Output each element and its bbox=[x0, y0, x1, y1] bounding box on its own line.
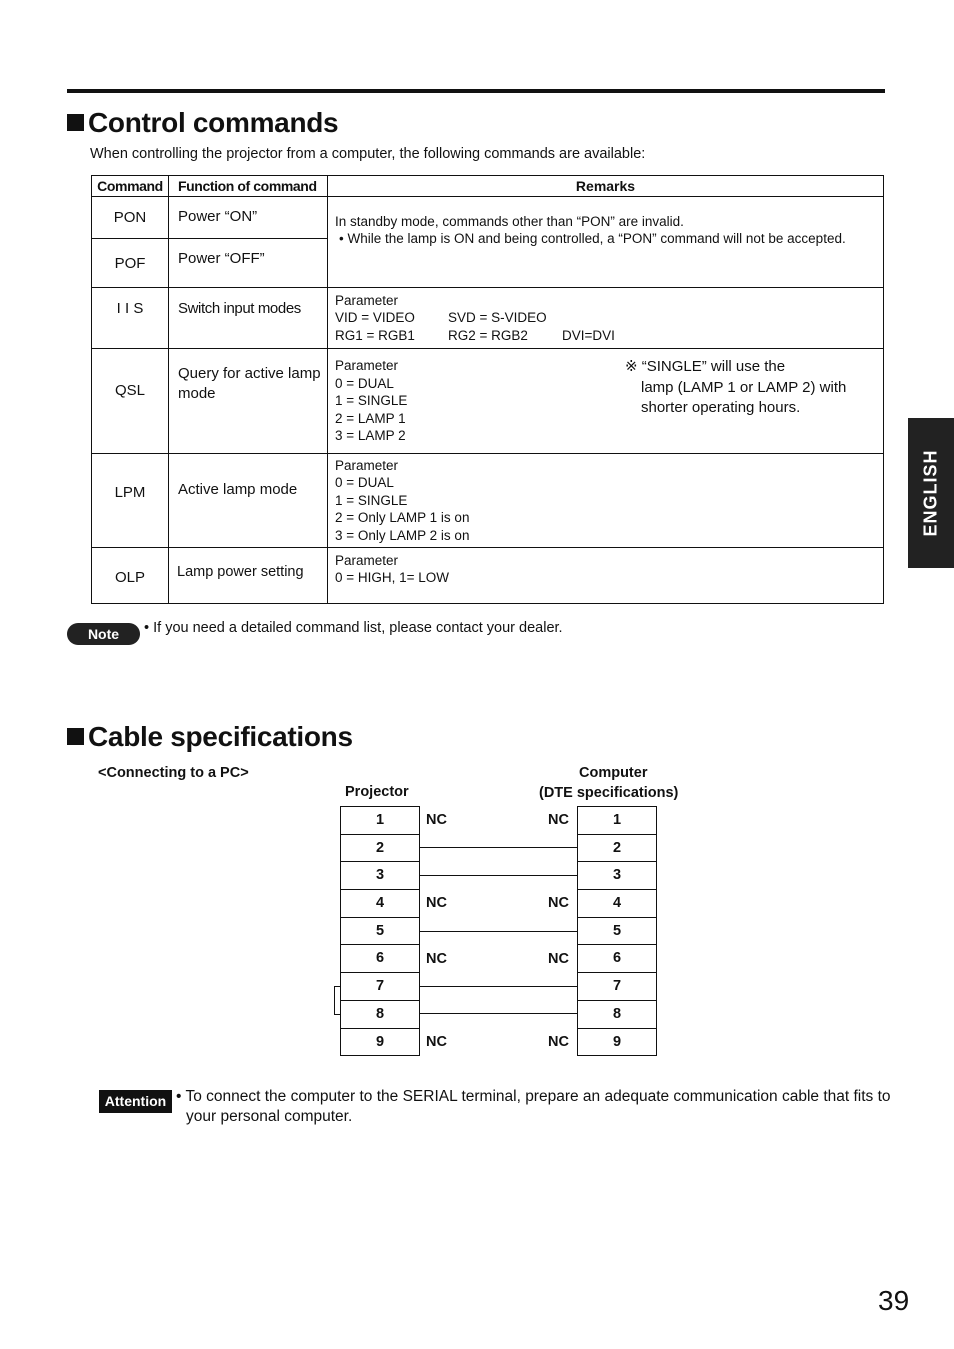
wire-2-3 bbox=[420, 847, 577, 848]
param-value: VID = VIDEO bbox=[335, 310, 415, 326]
remarks-lpm bbox=[328, 454, 884, 548]
remark-line: • While the lamp is ON and being controlled, a “PON” command will not be accepted. bbox=[339, 231, 846, 247]
nc-label: NC bbox=[548, 812, 569, 828]
func-iis: Switch input modes bbox=[169, 288, 328, 349]
nc-label: NC bbox=[426, 951, 447, 967]
table-row bbox=[92, 288, 884, 349]
table-row bbox=[92, 454, 884, 548]
footnote-line: ※ “SINGLE” will use the bbox=[625, 358, 786, 375]
param-value: DVI=DVI bbox=[562, 327, 615, 343]
remark-line: Parameter bbox=[335, 358, 399, 374]
pin-number: 2 bbox=[341, 835, 419, 863]
table-row bbox=[92, 349, 884, 454]
table-row bbox=[92, 548, 884, 604]
projector-label: Projector bbox=[345, 784, 409, 800]
wire-3-2 bbox=[420, 875, 577, 876]
param-value: SVD = S-VIDEO bbox=[448, 310, 547, 326]
control-title-text: Control commands bbox=[88, 107, 339, 138]
section-title-cable bbox=[67, 721, 353, 753]
remark-line: 2 = Only LAMP 1 is on bbox=[335, 510, 470, 526]
pin-number: 9 bbox=[578, 1029, 656, 1057]
remark-line: Parameter bbox=[335, 553, 399, 568]
remark-line: In standby mode, commands other than “PON” are invalid. bbox=[335, 214, 684, 229]
pin-number: 1 bbox=[578, 807, 656, 835]
square-bullet-icon bbox=[67, 114, 84, 131]
pin-number: 8 bbox=[341, 1001, 419, 1029]
square-bullet-icon bbox=[67, 728, 84, 745]
header-function: Function of command bbox=[169, 176, 328, 197]
remark-line: 1 = SINGLE bbox=[335, 492, 408, 508]
cable-title-text: Cable specifications bbox=[88, 721, 353, 752]
cmd-qsl: QSL bbox=[92, 349, 169, 454]
pin-number: 2 bbox=[578, 835, 656, 863]
pin-number: 4 bbox=[578, 890, 656, 918]
func-olp: Lamp power setting bbox=[169, 548, 328, 604]
pin-number: 4 bbox=[341, 890, 419, 918]
cmd-pof: POF bbox=[92, 239, 169, 288]
projector-pins bbox=[340, 806, 420, 1056]
nc-label: NC bbox=[426, 812, 447, 828]
remark-line: 0 = HIGH, 1= LOW bbox=[335, 570, 450, 586]
pin-number: 3 bbox=[341, 862, 419, 890]
note-text: • If you need a detailed command list, please contact your dealer. bbox=[144, 620, 563, 636]
computer-label: Computer bbox=[579, 765, 648, 781]
cable-subtitle: <Connecting to a PC> bbox=[98, 765, 249, 781]
command-table bbox=[91, 175, 884, 604]
nc-label: NC bbox=[548, 1034, 569, 1050]
remark-line: Parameter bbox=[335, 457, 399, 473]
pin-number: 5 bbox=[578, 918, 656, 946]
section-title-control bbox=[67, 107, 338, 139]
computer-pins bbox=[577, 806, 657, 1056]
language-tab-label: ENGLISH bbox=[920, 449, 941, 537]
cmd-lpm: LPM bbox=[92, 454, 169, 548]
header-remarks: Remarks bbox=[328, 176, 884, 197]
computer-dte-label: (DTE specifications) bbox=[539, 785, 679, 801]
nc-label: NC bbox=[426, 895, 447, 911]
remark-line bbox=[335, 309, 883, 326]
func-lpm: Active lamp mode bbox=[169, 454, 328, 548]
top-rule bbox=[67, 89, 885, 93]
remark-line: 0 = DUAL bbox=[335, 375, 394, 391]
language-tab bbox=[908, 418, 954, 568]
remark-line: 1 = SINGLE bbox=[335, 393, 408, 409]
cmd-pon: PON bbox=[92, 197, 169, 239]
pin-number: 6 bbox=[341, 945, 419, 973]
pin-number: 5 bbox=[341, 918, 419, 946]
remarks-qsl bbox=[328, 349, 884, 454]
remarks-power bbox=[328, 197, 884, 288]
nc-label: NC bbox=[426, 1034, 447, 1050]
nc-label: NC bbox=[548, 895, 569, 911]
remarks-olp bbox=[328, 548, 884, 604]
cmd-iis: I I S bbox=[92, 288, 169, 349]
remark-line: 2 = LAMP 1 bbox=[335, 410, 406, 426]
wire-5-5 bbox=[420, 931, 577, 932]
pin-number: 8 bbox=[578, 1001, 656, 1029]
footnote-line: lamp (LAMP 1 or LAMP 2) with bbox=[641, 378, 847, 396]
remark-line: 3 = Only LAMP 2 is on bbox=[335, 527, 470, 543]
pin-number: 7 bbox=[341, 973, 419, 1001]
pin-number: 6 bbox=[578, 945, 656, 973]
remark-line: 0 = DUAL bbox=[335, 475, 394, 491]
attention-badge: Attention bbox=[99, 1090, 172, 1113]
remark-line: Parameter bbox=[335, 292, 399, 308]
header-command: Command bbox=[92, 176, 169, 197]
pin-number: 9 bbox=[341, 1029, 419, 1057]
pin-number: 3 bbox=[578, 862, 656, 890]
control-intro: When controlling the projector from a computer, the following commands are available: bbox=[90, 146, 646, 162]
cmd-olp: OLP bbox=[92, 548, 169, 604]
remark-line: 3 = LAMP 2 bbox=[335, 428, 406, 444]
attention-text: • To connect the computer to the SERIAL terminal, prepare an adequate communication cable that fits to your personal computer. bbox=[176, 1088, 891, 1125]
wire-7-8 bbox=[420, 986, 577, 987]
note-badge: Note bbox=[67, 623, 140, 645]
func-qsl: Query for active lamp mode bbox=[169, 349, 328, 454]
func-pon: Power “ON” bbox=[169, 197, 328, 239]
remark-line bbox=[335, 327, 883, 344]
footnote-line: shorter operating hours. bbox=[641, 399, 801, 416]
param-value: RG2 = RGB2 bbox=[448, 327, 528, 343]
nc-label: NC bbox=[548, 951, 569, 967]
table-row bbox=[92, 197, 884, 239]
qsl-footnote bbox=[625, 357, 846, 419]
pin-7-8-jumper bbox=[334, 986, 341, 1015]
param-value: RG1 = RGB1 bbox=[335, 327, 415, 343]
wire-8-7 bbox=[420, 1013, 577, 1014]
func-pof: Power “OFF” bbox=[169, 239, 328, 288]
pin-number: 7 bbox=[578, 973, 656, 1001]
page-number: 39 bbox=[878, 1285, 910, 1316]
table-header-row bbox=[92, 176, 884, 197]
pin-number: 1 bbox=[341, 807, 419, 835]
remarks-iis bbox=[328, 288, 884, 349]
